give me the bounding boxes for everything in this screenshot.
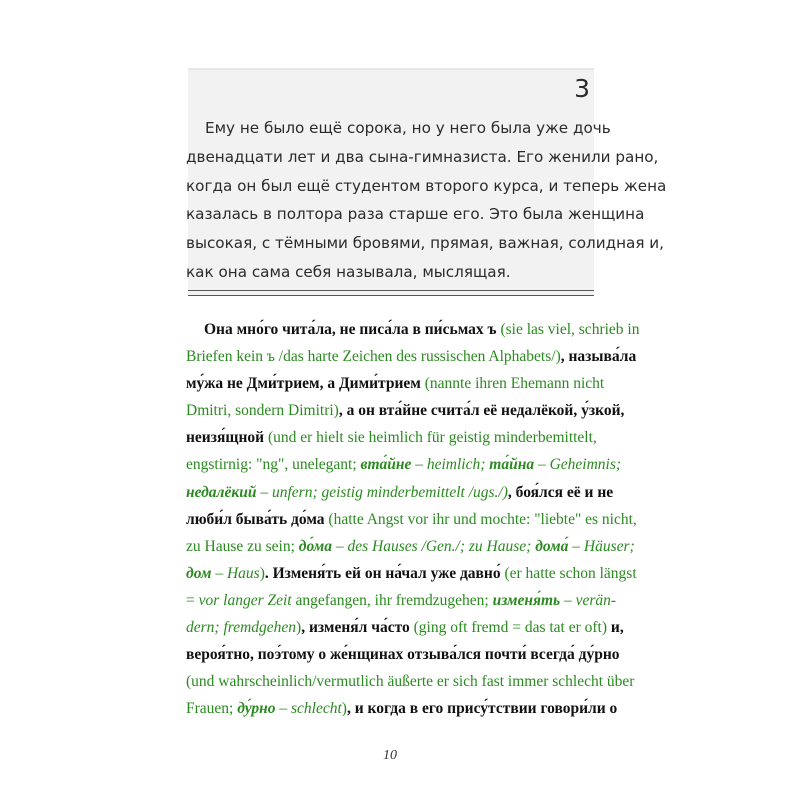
german-translation: (er hatte schon längst — [504, 564, 637, 582]
glossary-term: до́ма — [298, 537, 332, 555]
glossary-note: – heimlich; — [411, 456, 490, 474]
russian-text: , а он вта́йне счита́л её недалёкой, у́зкой, — [338, 402, 625, 420]
russian-text: люби́л быва́ть до́ма — [186, 510, 329, 528]
translation-line — [186, 397, 625, 424]
glossary-term: вта́йне — [360, 456, 412, 474]
glossary-term: недалёкий — [186, 483, 257, 501]
russian-text: , боя́лся её и не — [507, 483, 614, 501]
russian-text: Она мно́го чита́ла, не писа́ла в пи́сьмах ъ — [204, 321, 501, 338]
excerpt-line: высокая, с тёмными бровями, прямая, важная, солидная и, — [186, 234, 664, 253]
german-translation: Frauen; — [186, 700, 238, 718]
translation-line — [186, 533, 635, 560]
glossary-term: дом — [186, 564, 212, 582]
russian-text: и, — [607, 619, 624, 637]
translation-line — [186, 451, 622, 478]
translation-line — [186, 316, 640, 343]
glossary-note: – verän- — [560, 591, 617, 609]
page-number: 10 — [383, 748, 397, 763]
glossary-note: – Häuser; — [568, 537, 635, 555]
german-translation: (ging oft fremd = das tat er oft) — [413, 619, 608, 637]
glossary-note: vor langer Zeit — [198, 591, 292, 609]
translation-line — [186, 424, 596, 451]
translation-line — [186, 668, 635, 695]
translation-line — [186, 641, 620, 668]
glossary-note: – schlecht — [275, 700, 342, 718]
translation-line — [186, 587, 617, 614]
russian-text: вероя́тно, поэ́тому о же́нщинах отзыва́лся почти́ всегда́ ду́рно — [186, 646, 620, 664]
excerpt-line: казалась в полтора раза старше его. Это была женщина — [186, 205, 645, 224]
excerpt-line: Ему не было ещё сорока, но у него была уже дочь — [205, 119, 611, 137]
german-translation: (hatte Angst vor ihr und mochte: "liebte" es nicht, — [328, 510, 637, 528]
glossary-term: ду́рно — [237, 700, 276, 718]
glossary-note: dern; fremdgehen — [186, 619, 297, 637]
german-translation: Dmitri, sondern Dimitri) — [186, 402, 339, 420]
glossary-note: – Geheimnis; — [534, 456, 622, 474]
russian-text: . Изменя́ть ей он на́чал уже давно́ — [264, 564, 505, 582]
german-translation: ) — [296, 619, 302, 637]
glossary-note: – des Hauses /Gen./; zu Hause; — [332, 537, 536, 555]
excerpt-line: когда он был ещё студентом второго курса, и теперь жена — [186, 176, 667, 195]
translation-line — [186, 560, 637, 587]
original-excerpt-text — [186, 114, 667, 287]
german-translation: (und er hielt sie heimlich für geistig minderbemittelt, — [267, 429, 597, 447]
translation-line — [186, 479, 614, 506]
german-translation: ) — [259, 564, 265, 582]
german-translation: zu Hause zu sein; — [186, 537, 299, 555]
russian-text: , изменя́л ча́сто — [301, 619, 414, 637]
translation-line — [186, 370, 605, 397]
translation-line — [186, 695, 618, 722]
excerpt-bottom-rule — [188, 290, 594, 296]
german-translation: (und wahrscheinlich/vermutlich äußerte er sich fast immer schlecht über — [186, 673, 635, 691]
glossary-note: – unfern; geistig minderbemittelt /ugs./) — [256, 483, 508, 501]
glossary-term: изменя́ть — [492, 591, 561, 609]
translation-line — [186, 506, 637, 533]
german-translation: ) — [341, 700, 347, 718]
chapter-number: 3 — [574, 74, 590, 103]
russian-text: му́жа не Дми́трием, а Дими́трием — [186, 375, 425, 393]
russian-text: , и когда в его прису́тствии говори́ли о — [346, 700, 618, 718]
german-translation: Briefen kein ъ /das harte Zeichen des russischen Alphabets/) — [186, 348, 561, 366]
glossary-note: – Haus — [211, 564, 260, 582]
russian-text: неизя́щной — [186, 429, 268, 447]
german-translation: = — [186, 591, 199, 609]
german-translation: (sie las viel, schrieb in — [500, 321, 640, 338]
german-translation: (nannte ihren Ehemann nicht — [424, 375, 605, 393]
excerpt-line: двенадцати лет и два сына-гимназиста. Его женили рано, — [186, 147, 659, 166]
translation-line — [186, 614, 624, 641]
german-translation: engstirnig: "ng", unelegant; — [186, 456, 361, 474]
excerpt-line: как она сама себя называла, мыслящая. — [186, 262, 511, 281]
interlinear-translation — [186, 316, 640, 722]
glossary-term: дома́ — [535, 537, 569, 555]
german-translation: angefangen, ihr fremdzugehen; — [291, 591, 493, 609]
russian-text: , называ́ла — [560, 348, 637, 366]
glossary-term: та́йна — [489, 456, 535, 474]
translation-line — [186, 343, 637, 370]
